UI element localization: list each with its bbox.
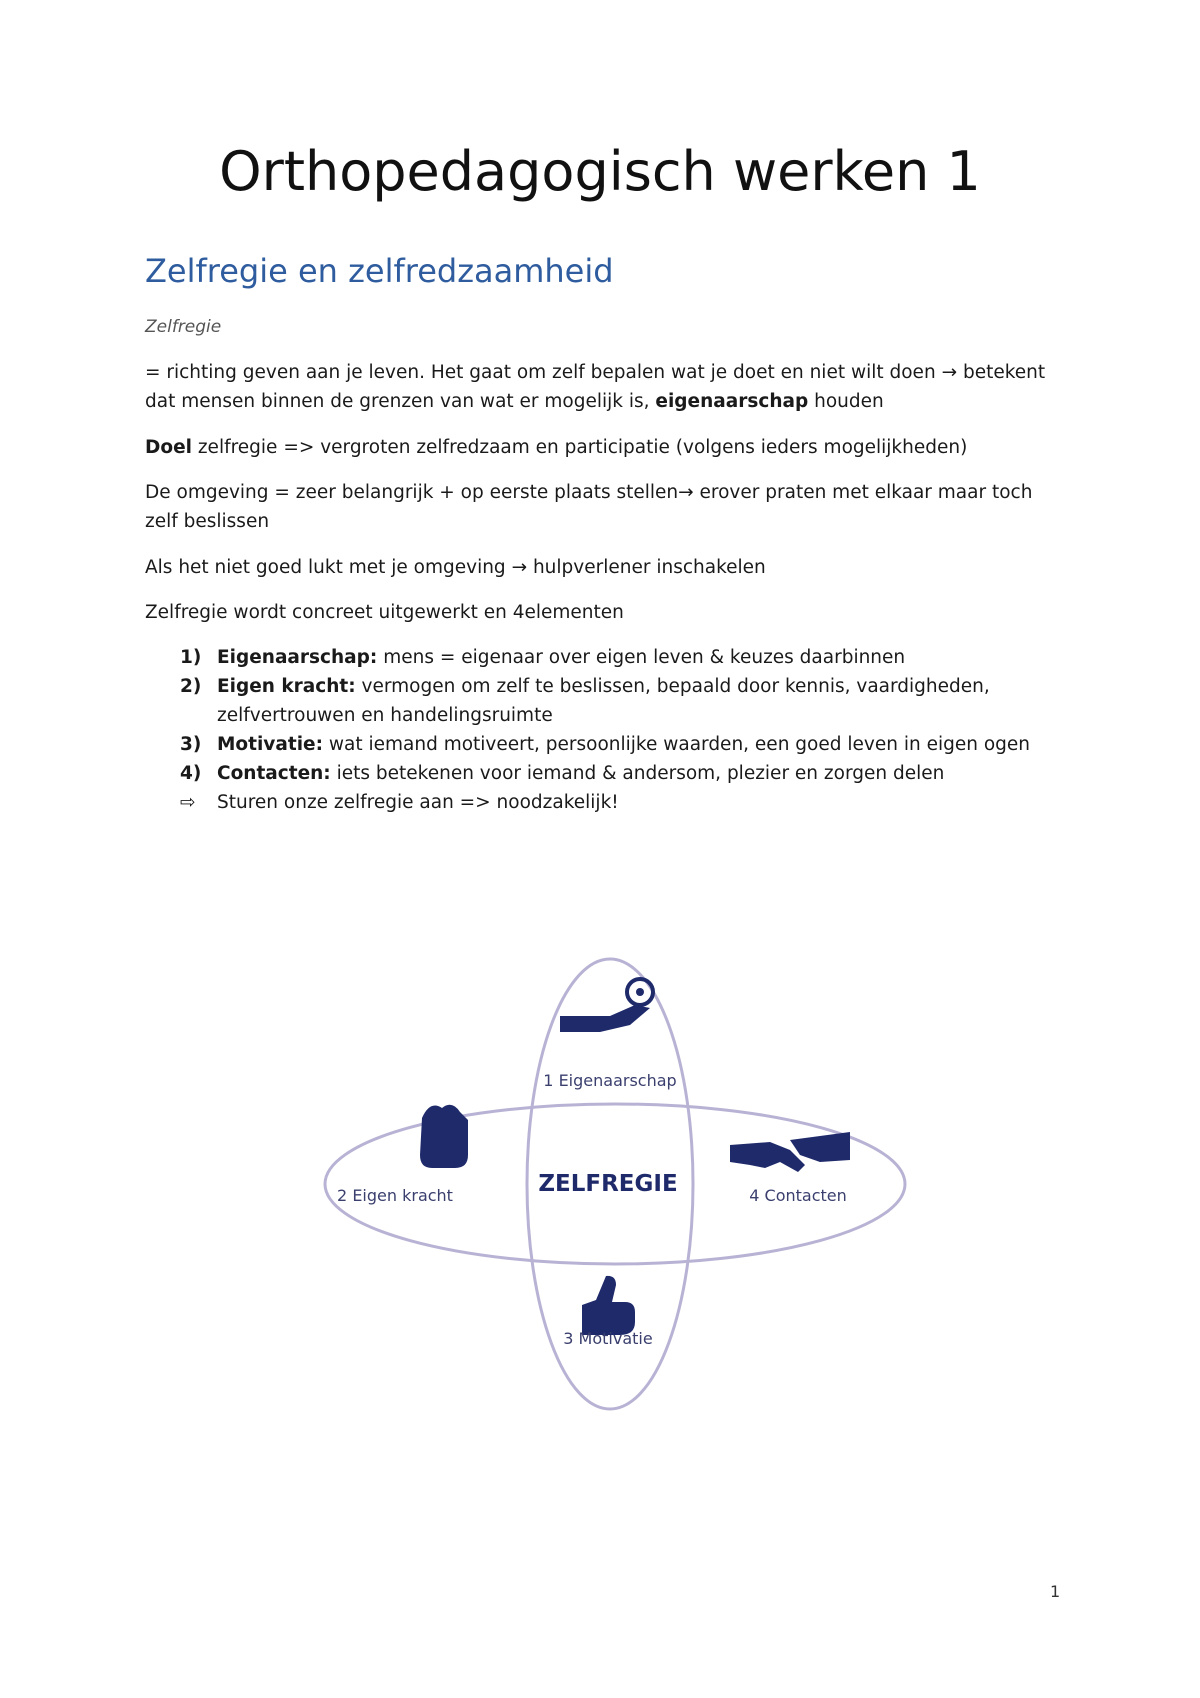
page-number: 1 bbox=[1050, 1582, 1061, 1601]
fist-icon bbox=[420, 1105, 468, 1168]
list-item-arrow: ⇨ Sturen onze zelfregie aan => noodzakelijk! bbox=[145, 788, 1065, 817]
diagram-label-top: 1 Eigenaarschap bbox=[543, 1071, 677, 1090]
diagram-label-right: 4 Contacten bbox=[749, 1186, 847, 1205]
paragraph-environment: De omgeving = zeer belangrijk + op eerste plaats stellen→ erover praten met elkaar maar toch zelf beslissen bbox=[145, 482, 1033, 532]
list-item: 1) Eigenaarschap: mens = eigenaar over eigen leven & keuzes daarbinnen bbox=[180, 647, 906, 668]
arrow-right-icon: → bbox=[511, 557, 528, 578]
list-item: 2) Eigen kracht: vermogen om zelf te beslissen, bepaald door kennis, vaardigheden, zelfvertrouwen en handelingsruimte bbox=[180, 676, 990, 726]
list-item: 3) Motivatie: wat iemand motiveert, persoonlijke waarden, een goed leven in eigen ogen bbox=[180, 734, 1030, 755]
zelfregie-diagram bbox=[320, 950, 910, 1420]
arrow-right-icon: → bbox=[678, 482, 694, 503]
arrow-right-icon: → bbox=[941, 362, 958, 383]
diagram-label-left: 2 Eigen kracht bbox=[337, 1186, 453, 1205]
hand-with-target-icon bbox=[560, 979, 653, 1032]
hollow-arrow-icon: ⇨ bbox=[180, 792, 196, 813]
diagram-label-bottom: 3 Motivatie bbox=[563, 1329, 653, 1348]
paragraph-definition: = richting geven aan je leven. Het gaat om zelf bepalen wat je doet en niet wilt doen → betekent dat mensen binnen de grenzen van wat er mogelijk is, eigenaarschap houden bbox=[145, 362, 1046, 412]
paragraph-goal: Doel zelfregie => vergroten zelfredzaam en participatie (volgens ieders mogelijkheden) bbox=[145, 437, 968, 458]
section-heading: Zelfregie en zelfredzaamheid bbox=[145, 252, 614, 290]
elements-list bbox=[145, 643, 1065, 817]
document-title: Orthopedagogisch werken 1 bbox=[219, 140, 981, 203]
diagram-label-center: ZELFREGIE bbox=[538, 1171, 678, 1197]
thumbs-up-icon bbox=[582, 1276, 635, 1335]
list-item: 4) Contacten: iets betekenen voor iemand & andersom, plezier en zorgen delen bbox=[180, 763, 945, 784]
subheading: Zelfregie bbox=[145, 317, 222, 337]
paragraph-elements: Zelfregie wordt concreet uitgewerkt en 4elementen bbox=[145, 602, 624, 623]
paragraph-help: Als het niet goed lukt met je omgeving → hulpverlener inschakelen bbox=[145, 557, 766, 578]
handshake-icon bbox=[730, 1132, 850, 1172]
